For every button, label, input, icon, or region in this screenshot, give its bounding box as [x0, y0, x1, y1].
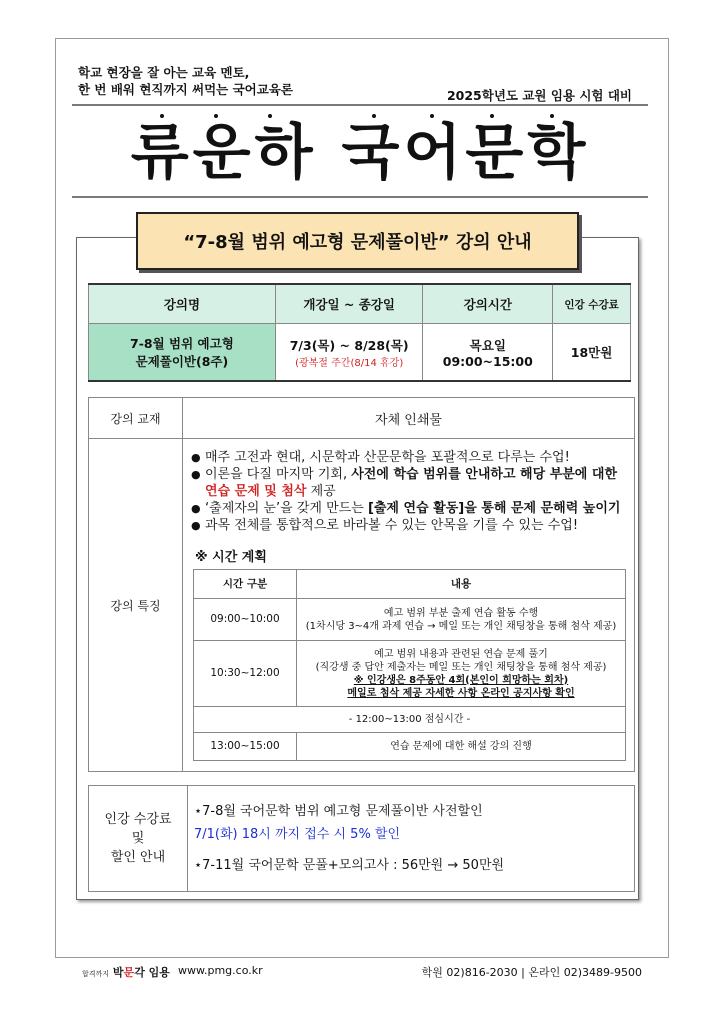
contact-info: 학원 02)816-2030 | 온라인 02)3489-9500	[421, 966, 642, 979]
features-label: 강의 특징	[89, 439, 183, 772]
course-name-line-1: 7-8월 범위 예고형	[130, 336, 234, 351]
exam-label: 2025학년도 교원 임용 시험 대비	[446, 88, 632, 103]
publisher-logo: 합격까지 박문각 임용	[82, 966, 170, 979]
feature-list	[191, 449, 626, 534]
features-cell	[183, 439, 635, 772]
feature-item: ● 이론을 다질 마지막 기회, 사전에 학습 범위를 안내하고 해당 부분에 대한 연습 문제 및 첨삭 제공	[191, 466, 626, 500]
page-title: 류운하 국어문학	[130, 118, 590, 188]
textbook-label: 강의 교재	[89, 398, 183, 439]
table-row	[194, 641, 626, 707]
feature-item: ● 과목 전체를 통합적으로 바라볼 수 있는 안목을 기를 수 있는 수업!	[191, 517, 626, 534]
col-course-name: 강의명	[89, 284, 276, 324]
course-name-cell	[89, 324, 276, 382]
fee-cell: 18만원	[553, 324, 631, 382]
plan-col-time: 시간 구분	[194, 570, 297, 599]
textbook-value: 자체 인쇄물	[183, 398, 635, 439]
plan-col-content: 내용	[297, 570, 626, 599]
plan-content: 예고 범위 내용과 관련된 연습 문제 풀기 (직강생 중 답안 제출자는 메일 또는 개인 채팅창을 통해 첨삭 제공) ※ 인강생은 8주동안 4회(본인이 희망하는 회차) 메일로 첨삭 제공 자세한 사항 온라인 공지사항 확인	[297, 641, 626, 707]
website-link[interactable]: www.pmg.co.kr	[178, 964, 263, 977]
plan-content: 예고 범위 부분 출제 연습 활동 수행 (1차시당 3~4개 과제 연습 → 메일 또는 개인 채팅창을 통해 첨삭 제공)	[297, 599, 626, 641]
tagline	[78, 64, 293, 98]
time-plan-table	[193, 569, 626, 761]
discount-line-3: ⋆7-11월 국어문학 문풀+모의고사 : 56만원 → 50만원	[194, 858, 505, 873]
course-details-table	[88, 397, 635, 772]
lunch-break: - 12:00~13:00 점심시간 -	[194, 707, 626, 733]
time-plan-title: ※ 시간 계획	[195, 550, 267, 565]
feature-item: ● 매주 고전과 현대, 시문학과 산문문학을 포괄적으로 다루는 수업!	[191, 449, 626, 466]
feature-item: ● ‘출제자의 눈’을 갖게 만드는 [출제 연습 활동]을 통해 문제 문해력 높이기	[191, 500, 626, 517]
table-row	[194, 599, 626, 641]
plan-time: 10:30~12:00	[194, 641, 297, 707]
table-row	[194, 733, 626, 761]
tagline-line-2: 한 번 배워 현직까지 써먹는 국어교육론	[78, 82, 293, 97]
plan-time: 09:00~10:00	[194, 599, 297, 641]
time-cell: 목요일 09:00~15:00	[423, 324, 553, 382]
dates-value: 7/3(목) ~ 8/28(목)	[289, 337, 409, 353]
discount-body	[188, 786, 635, 892]
plan-content: 연습 문제에 대한 해설 강의 진행	[297, 733, 626, 761]
col-time: 강의시간	[423, 284, 553, 324]
plan-time: 13:00~15:00	[194, 733, 297, 761]
discount-table	[88, 785, 635, 892]
col-fee: 인강 수강료	[553, 284, 631, 324]
course-name-line-2: 문제풀이반(8주)	[135, 354, 229, 369]
course-banner: “7-8월 범위 예고형 문제풀이반” 강의 안내	[136, 212, 579, 270]
discount-line-1: ⋆7-8월 국어문학 범위 예고형 문제풀이반 사전할인	[194, 804, 483, 819]
table-row	[194, 707, 626, 733]
course-summary-table	[88, 283, 631, 382]
col-dates: 개강일 ~ 종강일	[275, 284, 423, 324]
title-top-rule	[72, 104, 648, 106]
title-bottom-rule	[72, 196, 648, 198]
discount-label: 인강 수강료 및 할인 안내	[89, 786, 188, 892]
dates-cell	[275, 324, 423, 382]
dates-note: (광복절 주간(8/14 휴강)	[295, 357, 404, 369]
discount-line-2: 7/1(화) 18시 까지 접수 시 5% 할인	[194, 827, 401, 842]
tagline-line-1: 학교 현장을 잘 아는 교육 멘토,	[78, 65, 250, 80]
